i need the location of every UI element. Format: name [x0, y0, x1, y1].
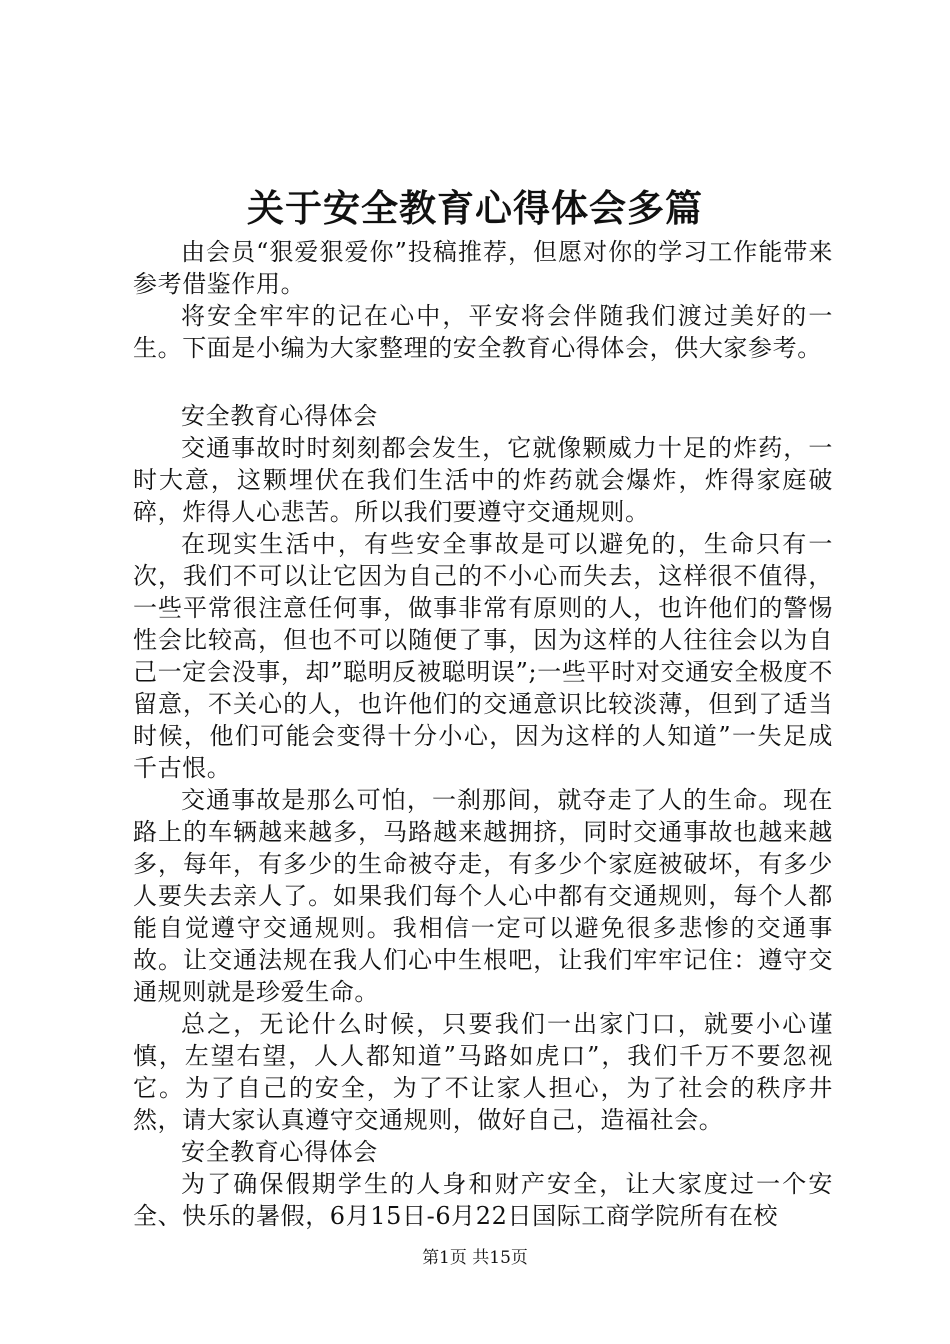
section-heading-2: 安全教育心得体会	[181, 1138, 378, 1166]
intro-paragraph-2: 将安全牢牢的记在心中，平安将会伴随我们渡过美好的一生。下面是小编为大家整理的安全教育心得体会，供大家参考。	[133, 302, 833, 362]
section-spacer	[133, 364, 833, 400]
section2-paragraph-1: 为了确保假期学生的人身和财产安全，让大家度过一个安全、快乐的暑假，6月15日-6月22日国际工商学院所有在校	[133, 1170, 833, 1230]
document-title: 关于安全教育心得体会多篇	[247, 186, 703, 230]
section1-paragraph-2: 在现实生活中，有些安全事故是可以避免的，生命只有一次，我们不可以让它因为自己的不小心而失去，这样很不值得，一些平常很注意任何事，做事非常有原则的人，也许他们的警惕性会比较高，但也不可以随便了事，因为这样的人往往会以为自己一定会没事，却”聪明反被聪明误”;一些平时对交通安全极度不留意，不关心的人，也许他们的交通意识比较淡薄，但到了适当时候，他们可能会变得十分小心，因为这样的人知道”一失足成千古恨。	[133, 530, 833, 782]
section1-paragraph-1: 交通事故时时刻刻都会发生，它就像颗威力十足的炸药，一时大意，这颗埋伏在我们生活中的炸药就会爆炸，炸得家庭破碎，炸得人心悲苦。所以我们要遵守交通规则。	[133, 434, 833, 526]
intro-paragraph-1: 由会员“狠爱狠爱你”投稿推荐，但愿对你的学习工作能带来参考借鉴作用。	[133, 238, 833, 298]
section-heading-1: 安全教育心得体会	[181, 402, 378, 430]
document-body	[133, 236, 833, 1232]
section1-paragraph-3: 交通事故是那么可怕，一刹那间，就夺走了人的生命。现在路上的车辆越来越多，马路越来越拥挤，同时交通事故也越来越多，每年，有多少的生命被夺走，有多少个家庭被破坏，有多少人要失去亲人了。如果我们每个人心中都有交通规则，每个人都能自觉遵守交通规则。我相信一定可以避免很多悲惨的交通事故。让交通法规在我人们心中生根吧，让我们牢牢记住：遵守交通规则就是珍爱生命。	[133, 786, 833, 1006]
section1-paragraph-4: 总之，无论什么时候，只要我们一出家门口，就要小心谨慎，左望右望，人人都知道”马路如虎口”，我们千万不要忽视它。为了自己的安全，为了不让家人担心，为了社会的秩序井然，请大家认真遵守交通规则，做好自己，造福社会。	[133, 1010, 833, 1134]
page-footer: 第1页 共15页	[422, 1248, 528, 1268]
